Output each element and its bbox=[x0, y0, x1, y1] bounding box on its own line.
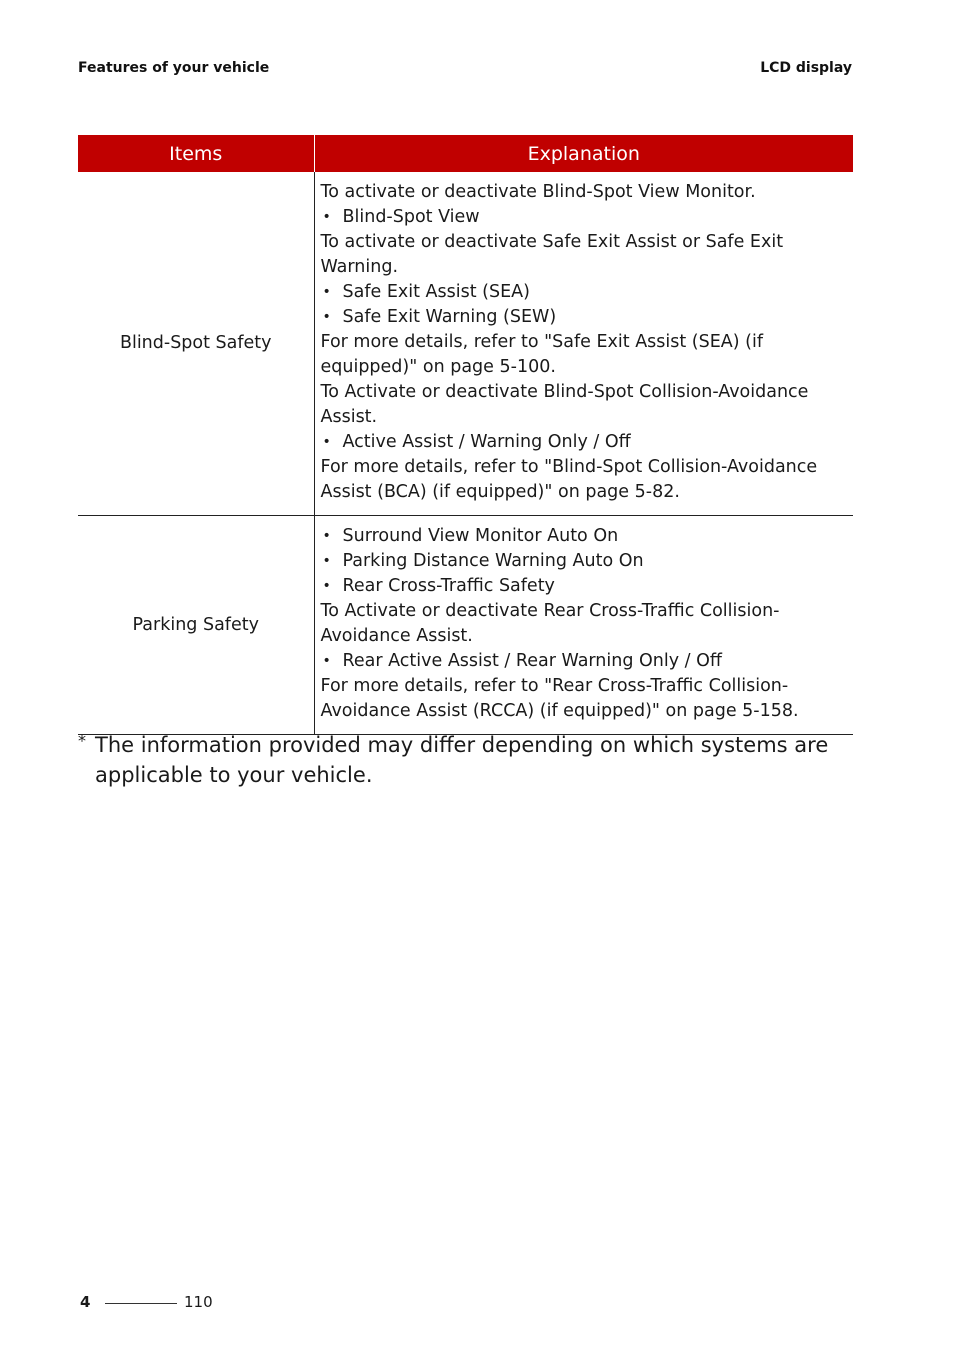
running-header-topic: LCD display bbox=[760, 60, 852, 76]
items-explanation-table bbox=[78, 135, 853, 735]
explanation-line: Avoidance Assist (RCCA) (if equipped)" on page 5-158. bbox=[320, 701, 799, 721]
row-explanation bbox=[314, 172, 853, 516]
footer-section-number: 4 bbox=[80, 1293, 91, 1311]
table-row bbox=[78, 172, 853, 516]
footnote-line-2: applicable to your vehicle. bbox=[95, 763, 373, 787]
bullet-item: • Parking Distance Warning Auto On bbox=[321, 549, 850, 574]
bullet-item: • Active Assist / Warning Only / Off bbox=[321, 430, 850, 455]
explanation-line: Assist. bbox=[320, 407, 378, 427]
table-row bbox=[78, 516, 853, 735]
row-item-name: Parking Safety bbox=[78, 516, 314, 735]
bullet-item: • Safe Exit Assist (SEA) bbox=[321, 280, 850, 305]
footnote-line-1: The information provided may differ depending on which systems are bbox=[95, 733, 829, 757]
row-explanation bbox=[314, 516, 853, 735]
explanation-line: To Activate or deactivate Rear Cross-Traffic Collision- bbox=[320, 601, 780, 621]
table-header-row bbox=[78, 135, 853, 172]
running-header-section: Features of your vehicle bbox=[78, 60, 270, 76]
explanation-line: Avoidance Assist. bbox=[320, 626, 473, 646]
explanation-line: equipped)" on page 5-100. bbox=[320, 357, 556, 377]
explanation-line: To Activate or deactivate Blind-Spot Collision-Avoidance bbox=[320, 382, 809, 402]
bullet-item: • Rear Active Assist / Rear Warning Only / Off bbox=[321, 649, 850, 674]
bullet-item: • Blind-Spot View bbox=[321, 205, 850, 230]
bullet-item: • Safe Exit Warning (SEW) bbox=[321, 305, 850, 330]
footnote bbox=[78, 730, 858, 790]
footer-rule bbox=[105, 1303, 177, 1304]
column-header-explanation: Explanation bbox=[314, 135, 853, 172]
explanation-line: To activate or deactivate Safe Exit Assist or Safe Exit bbox=[320, 232, 784, 252]
bullet-item: • Surround View Monitor Auto On bbox=[321, 524, 850, 549]
footer-page-number: 110 bbox=[184, 1293, 213, 1311]
explanation-line: Assist (BCA) (if equipped)" on page 5-82. bbox=[320, 482, 680, 502]
bullet-item: • Rear Cross-Traffic Safety bbox=[321, 574, 850, 599]
explanation-line: For more details, refer to "Safe Exit Assist (SEA) (if bbox=[320, 332, 764, 352]
row-item-name: Blind-Spot Safety bbox=[78, 172, 314, 516]
explanation-line: For more details, refer to "Blind-Spot Collision-Avoidance bbox=[320, 457, 818, 477]
footnote-marker: * bbox=[78, 731, 86, 750]
column-header-items: Items bbox=[78, 135, 314, 172]
explanation-line: Warning. bbox=[320, 257, 399, 277]
explanation-line: To activate or deactivate Blind-Spot View Monitor. bbox=[320, 182, 756, 202]
explanation-line: For more details, refer to "Rear Cross-Traffic Collision- bbox=[320, 676, 789, 696]
